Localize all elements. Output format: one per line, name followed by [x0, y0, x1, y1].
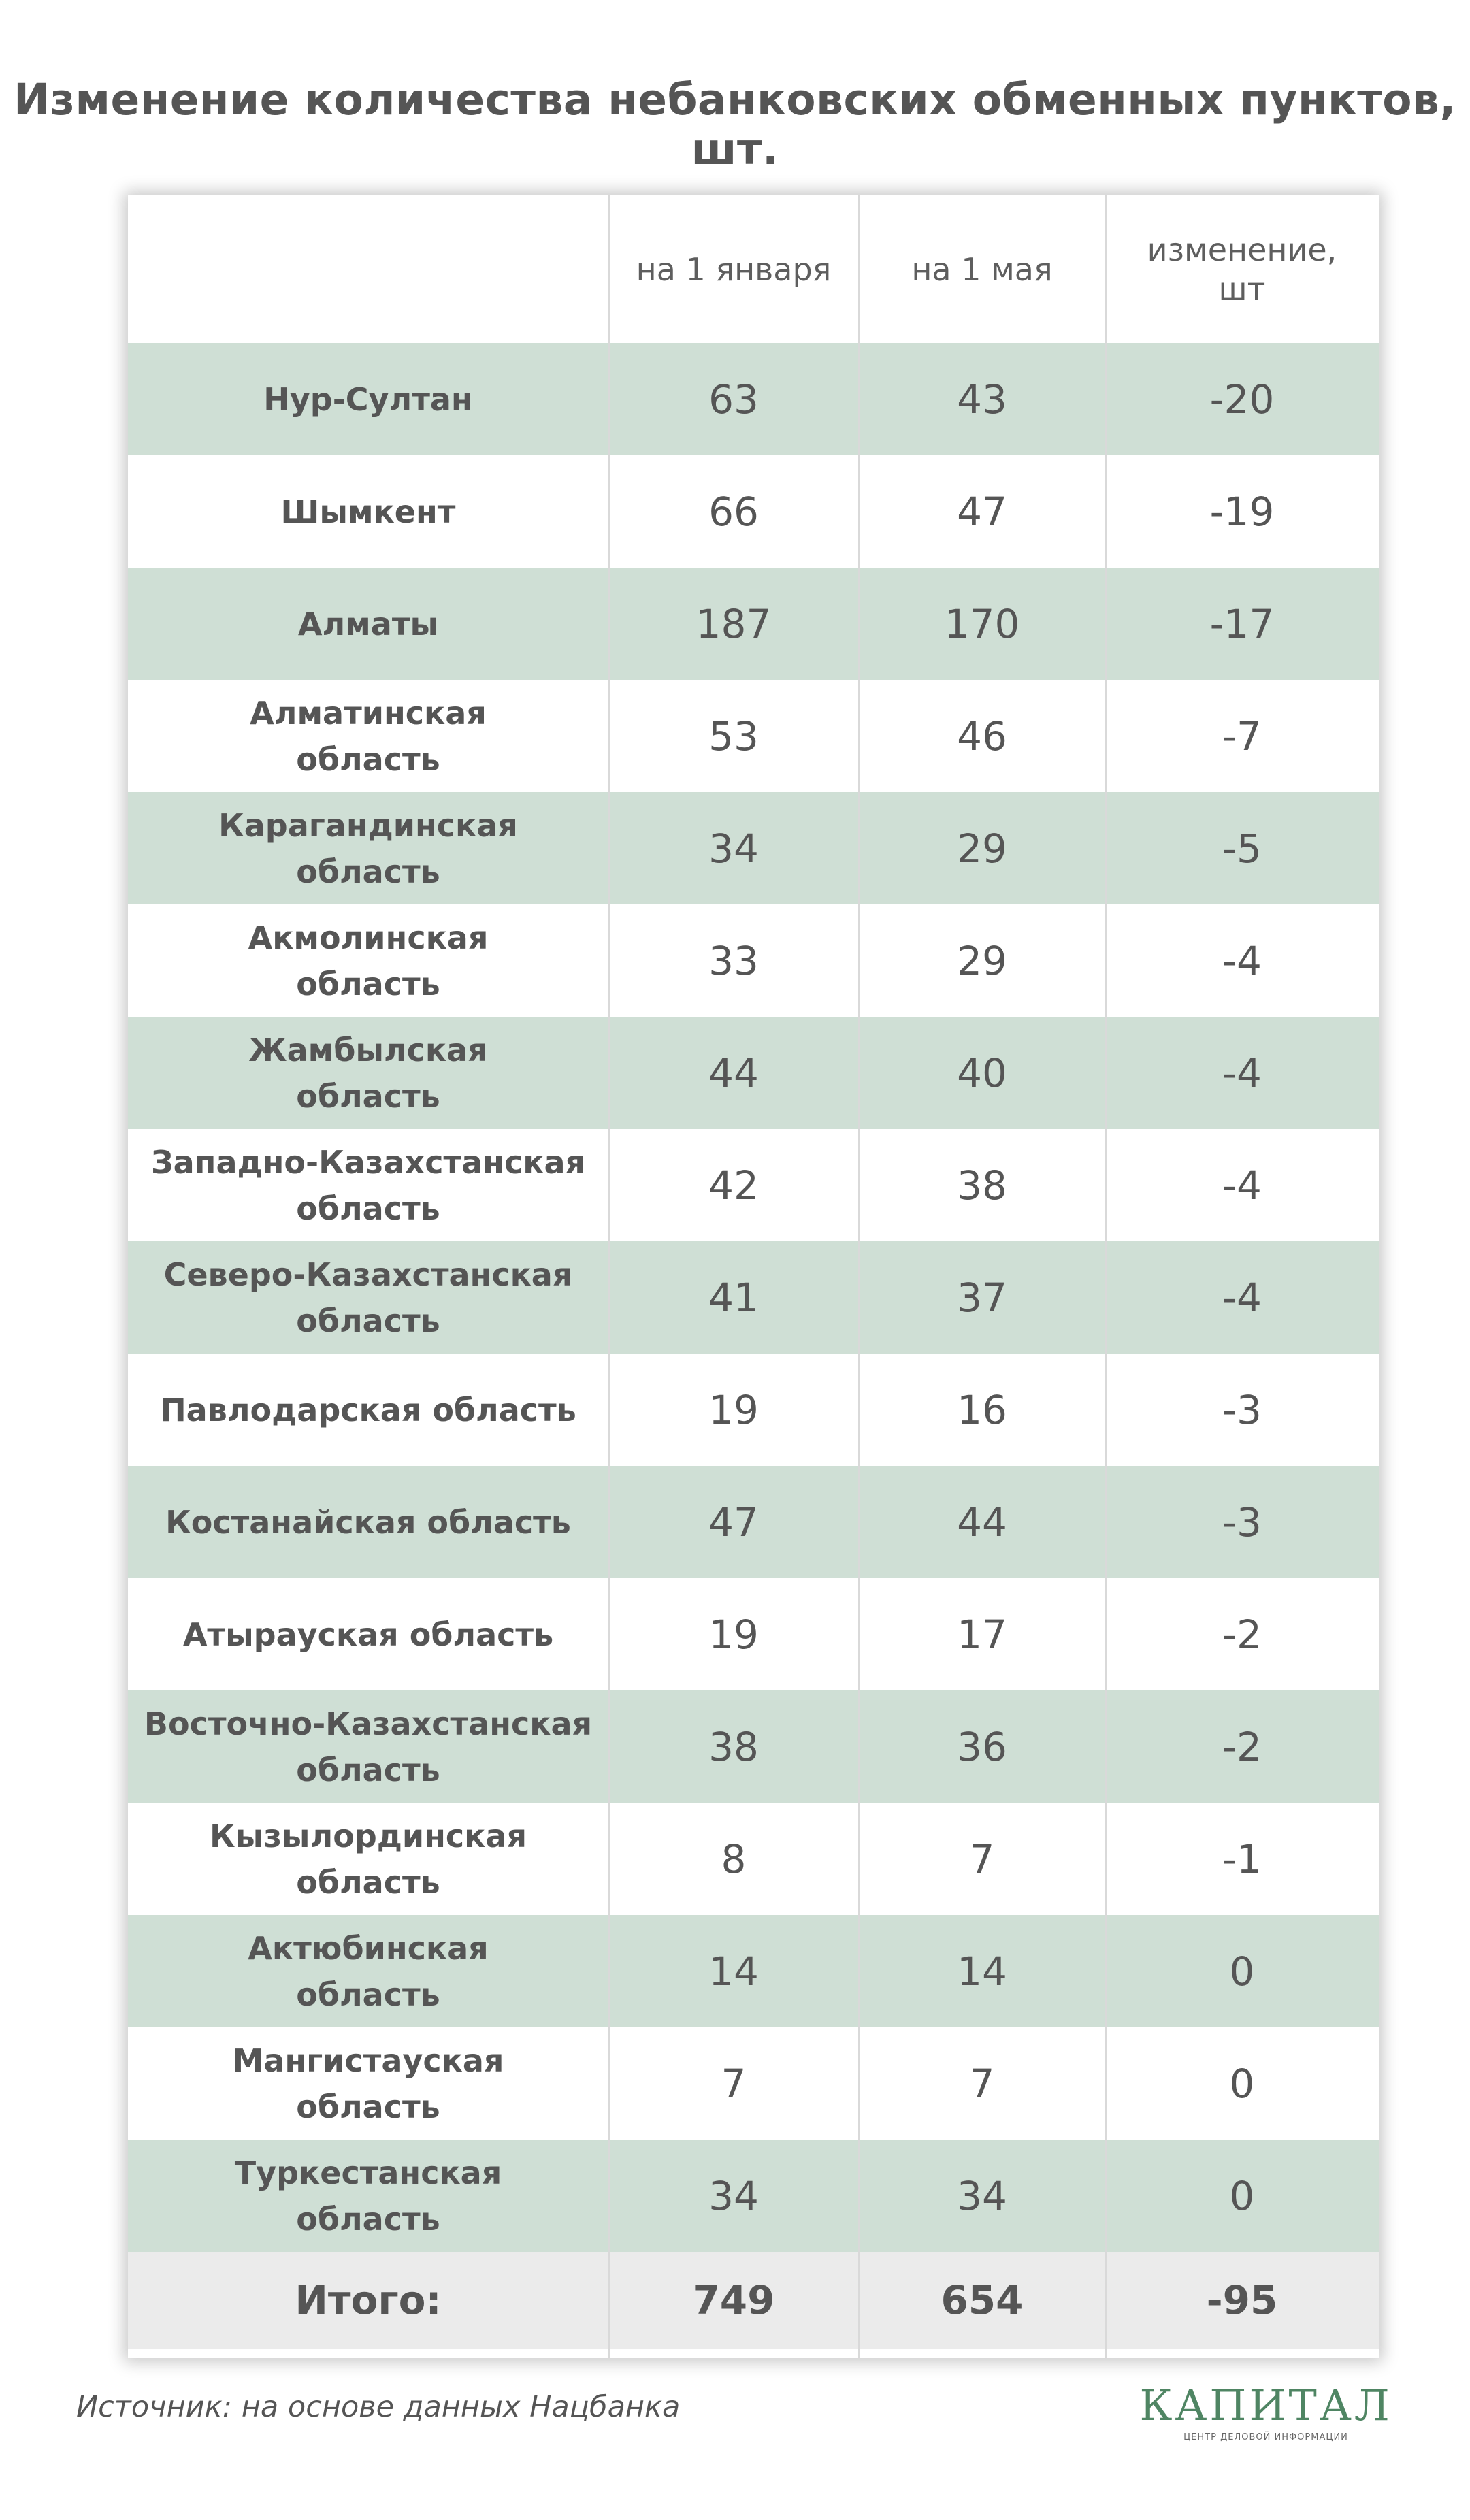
- total-may: 654: [941, 2277, 1024, 2323]
- region-name-line1: Западно-Казахстанская: [150, 1143, 586, 1181]
- table-row: [128, 680, 1379, 792]
- region-name: [128, 1803, 608, 1915]
- region-name-line2: область: [296, 1863, 440, 1901]
- jan-value: 66: [708, 488, 759, 535]
- region-name-line2: область: [296, 853, 440, 890]
- jan-value: 19: [708, 1611, 759, 1658]
- region-name-line2: область: [296, 1976, 440, 2013]
- change-value: -4: [1222, 1049, 1262, 1096]
- jan-value: 53: [708, 713, 759, 759]
- logo-tagline: ЦЕНТР ДЕЛОВОЙ ИНФОРМАЦИИ: [1183, 2432, 1348, 2442]
- change-value: 0: [1229, 1948, 1255, 1995]
- change-value: -20: [1209, 376, 1275, 423]
- may-value: 29: [957, 937, 1007, 984]
- header-jan-label: на 1 января: [636, 250, 832, 288]
- region-name: [128, 1466, 608, 1578]
- region-name-line1: Туркестанская: [234, 2154, 502, 2191]
- may-value: 44: [957, 1499, 1007, 1545]
- change-value: -1: [1222, 1835, 1262, 1882]
- column-divider: [1105, 195, 1107, 2358]
- region-name-line1: Нур-Султан: [263, 380, 473, 418]
- kapital-logo: [1137, 2382, 1395, 2442]
- header-jan: [608, 195, 859, 343]
- region-name-line2: область: [296, 1190, 440, 1227]
- region-name-line2: область: [296, 2088, 440, 2125]
- table-row: [128, 1578, 1379, 1690]
- region-name: [128, 680, 608, 792]
- header-change-line2: шт: [1218, 270, 1266, 308]
- jan-value: 7: [721, 2060, 747, 2107]
- may-value: 36: [957, 1723, 1007, 1770]
- change-value: -3: [1222, 1386, 1262, 1433]
- region-name: [128, 343, 608, 455]
- header-region: [128, 195, 608, 343]
- table-row: [128, 2140, 1379, 2252]
- table-row: [128, 1915, 1379, 2027]
- may-value: 14: [957, 1948, 1007, 1995]
- table-row: [128, 2027, 1379, 2140]
- change-value: -7: [1222, 713, 1262, 759]
- may-value: 40: [957, 1049, 1007, 1096]
- may-value: 17: [957, 1611, 1007, 1658]
- change-value: 0: [1229, 2060, 1255, 2107]
- region-name: [128, 1129, 608, 1241]
- table-row: [128, 1241, 1379, 1354]
- jan-value: 19: [708, 1386, 759, 1433]
- region-name-line1: Кызылординская: [210, 1817, 527, 1854]
- table-row: [128, 792, 1379, 904]
- table-row: [128, 1466, 1379, 1578]
- table-row: [128, 343, 1379, 455]
- may-value: 170: [944, 600, 1020, 647]
- region-name: [128, 1578, 608, 1690]
- may-value: 43: [957, 376, 1007, 423]
- may-value: 46: [957, 713, 1007, 759]
- region-name-line2: область: [296, 2200, 440, 2238]
- table-row: [128, 904, 1379, 1017]
- region-name-line1: Павлодарская область: [160, 1391, 576, 1428]
- jan-value: 187: [696, 600, 772, 647]
- total-label: Итого:: [295, 2277, 442, 2323]
- region-name: [128, 1017, 608, 1129]
- region-name-line1: Жамбылская: [248, 1031, 488, 1068]
- jan-value: 34: [708, 825, 759, 872]
- jan-value: 44: [708, 1049, 759, 1096]
- region-name-line1: Карагандинская: [218, 806, 518, 844]
- region-name-line1: Актюбинская: [248, 1929, 489, 1967]
- total-row: [128, 2252, 1379, 2349]
- region-name-line1: Атырауская область: [182, 1616, 554, 1653]
- jan-value: 33: [708, 937, 759, 984]
- table-row: [128, 455, 1379, 568]
- region-name: [128, 792, 608, 904]
- region-name: [128, 455, 608, 568]
- table-row: [128, 1803, 1379, 1915]
- jan-value: 47: [708, 1499, 759, 1545]
- may-value: 37: [957, 1274, 1007, 1321]
- may-value: 29: [957, 825, 1007, 872]
- total-jan: 749: [692, 2277, 775, 2323]
- source-note: Источник: на основе данных Нацбанка: [76, 2390, 681, 2424]
- may-value: 34: [957, 2172, 1007, 2219]
- region-name: [128, 1915, 608, 2027]
- may-value: 7: [969, 1835, 995, 1882]
- change-value: -2: [1222, 1611, 1262, 1658]
- change-value: -19: [1209, 488, 1275, 535]
- change-value: -4: [1222, 1274, 1262, 1321]
- table-row: [128, 1129, 1379, 1241]
- column-divider: [858, 195, 860, 2358]
- data-table: [128, 195, 1379, 2358]
- table-row: [128, 1017, 1379, 1129]
- region-name-line1: Алматинская: [250, 694, 487, 732]
- logo-wordmark: КАПИТАЛ: [1139, 2380, 1392, 2430]
- may-value: 47: [957, 488, 1007, 535]
- region-name-line2: область: [296, 1077, 440, 1115]
- may-value: 16: [957, 1386, 1007, 1433]
- region-name-line2: область: [296, 1751, 440, 1788]
- change-value: -4: [1222, 937, 1262, 984]
- region-name: [128, 1241, 608, 1354]
- region-name-line2: область: [296, 740, 440, 778]
- jan-value: 38: [708, 1723, 759, 1770]
- region-name: [128, 568, 608, 680]
- jan-value: 63: [708, 376, 759, 423]
- table-row: [128, 568, 1379, 680]
- column-divider: [608, 195, 610, 2358]
- table-row: [128, 1354, 1379, 1466]
- page-title: Изменение количества небанковских обменных пунктов, шт.: [14, 75, 1456, 174]
- change-value: -3: [1222, 1499, 1262, 1545]
- region-name-line1: Акмолинская: [248, 919, 489, 956]
- change-value: -17: [1209, 600, 1275, 647]
- change-value: -4: [1222, 1162, 1262, 1209]
- jan-value: 34: [708, 2172, 759, 2219]
- region-name: [128, 2140, 608, 2252]
- region-name-line1: Восточно-Казахстанская: [144, 1705, 593, 1742]
- change-value: 0: [1229, 2172, 1255, 2219]
- header-change: [1105, 195, 1379, 343]
- change-value: -2: [1222, 1723, 1262, 1770]
- header-may: [859, 195, 1105, 343]
- change-value: -5: [1222, 825, 1262, 872]
- jan-value: 42: [708, 1162, 759, 1209]
- table-header-row: [128, 195, 1379, 343]
- region-name-line1: Северо-Казахстанская: [163, 1256, 573, 1293]
- may-value: 38: [957, 1162, 1007, 1209]
- header-may-label: на 1 мая: [911, 250, 1053, 288]
- region-name: [128, 1354, 608, 1466]
- may-value: 7: [969, 2060, 995, 2107]
- region-name-line1: Мангистауская: [232, 2042, 504, 2079]
- region-name-line1: Алматы: [297, 605, 439, 642]
- region-name-line1: Шымкент: [280, 493, 456, 530]
- region-name: [128, 2027, 608, 2140]
- header-change-line1: изменение,: [1147, 231, 1337, 268]
- region-name-line2: область: [296, 1302, 440, 1339]
- region-name: [128, 904, 608, 1017]
- total-change: -95: [1206, 2277, 1278, 2323]
- jan-value: 8: [721, 1835, 747, 1882]
- region-name: [128, 1690, 608, 1803]
- region-name-line1: Костанайская область: [165, 1503, 571, 1541]
- jan-value: 41: [708, 1274, 759, 1321]
- region-name-line2: область: [296, 965, 440, 1002]
- table-row: [128, 1690, 1379, 1803]
- jan-value: 14: [708, 1948, 759, 1995]
